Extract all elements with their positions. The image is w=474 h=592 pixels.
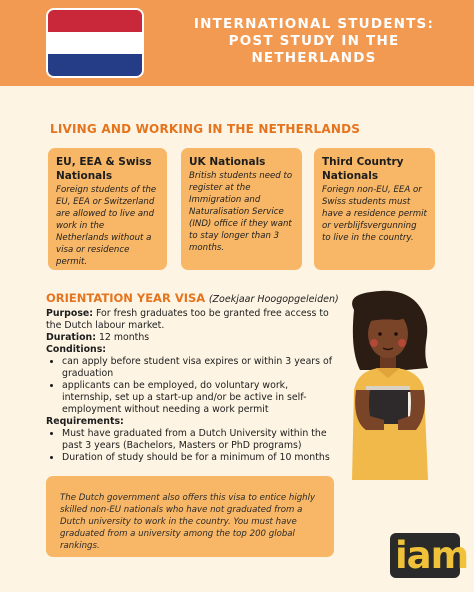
header-banner [0,0,474,86]
list-item: • can apply before student visa expires or within 3 years of graduation [62,356,338,380]
conditions-label: Conditions: [46,344,107,355]
duration-label: Duration: [46,332,96,343]
card-third-country [314,148,435,270]
card-text: Foreign students of the EU, EEA or Switzerland are allowed to live and work in the Netherlands without a visa or residence permit. [56,185,157,267]
title-line-3: NETHERLANDS [251,50,377,66]
requirements-list [62,428,338,464]
orientation-details [46,308,338,464]
requirements-label: Requirements: [46,416,124,427]
list-item: • Must have graduated from a Dutch University within the past 3 years (Bachelors, Masters or PhD programs) [62,428,338,452]
living-section-title: LIVING AND WORKING IN THE NETHERLANDS [50,122,361,136]
card-text: British students need to register at the Immigration and Naturalisation Service (IND) office if they want to stay longer than 3 months. [189,171,293,253]
page-title [168,16,460,67]
student-illustration [336,290,446,480]
list-item: • applicants can be employed, do voluntary work, internship, set up a start-up and/or be active in self-employment without needing a work permit [62,380,338,416]
orientation-subtitle: (Zoekjaar Hoogopgeleiden) [208,294,339,305]
netherlands-flag-icon [46,8,144,78]
note-box [46,476,334,557]
card-text: Foriegn non-EU, EEA or Swiss students must have a residence permit or verblijfsvergunning to live in the country. [322,185,427,243]
card-heading: UK Nationals [189,156,266,168]
list-item: • Duration of study should be for a minimum of 10 months [62,452,338,464]
note-text: The Dutch government also offers this visa to entice highly skilled non-EU nationals who have not graduated from a Dutch university to work in the country. You must have graduated from a university among the top 200 global rankings. [60,493,316,551]
card-heading: Third Country Nationals [322,156,404,182]
duration-text: 12 months [98,332,150,343]
orientation-title: ORIENTATION YEAR VISA [46,291,206,305]
orientation-heading [46,291,339,305]
iam-logo-text: iam [395,534,469,577]
purpose-label: Purpose: [46,308,94,319]
conditions-list [62,356,338,416]
title-line-2: POST STUDY IN THE [228,33,400,49]
purpose-text: For fresh graduates too be granted free access to the Dutch labour market. [46,308,329,331]
card-eu-nationals [48,148,167,270]
card-heading: EU, EEA & Swiss Nationals [56,156,152,182]
card-uk-nationals [181,148,302,270]
title-line-1: INTERNATIONAL STUDENTS: [193,16,435,32]
